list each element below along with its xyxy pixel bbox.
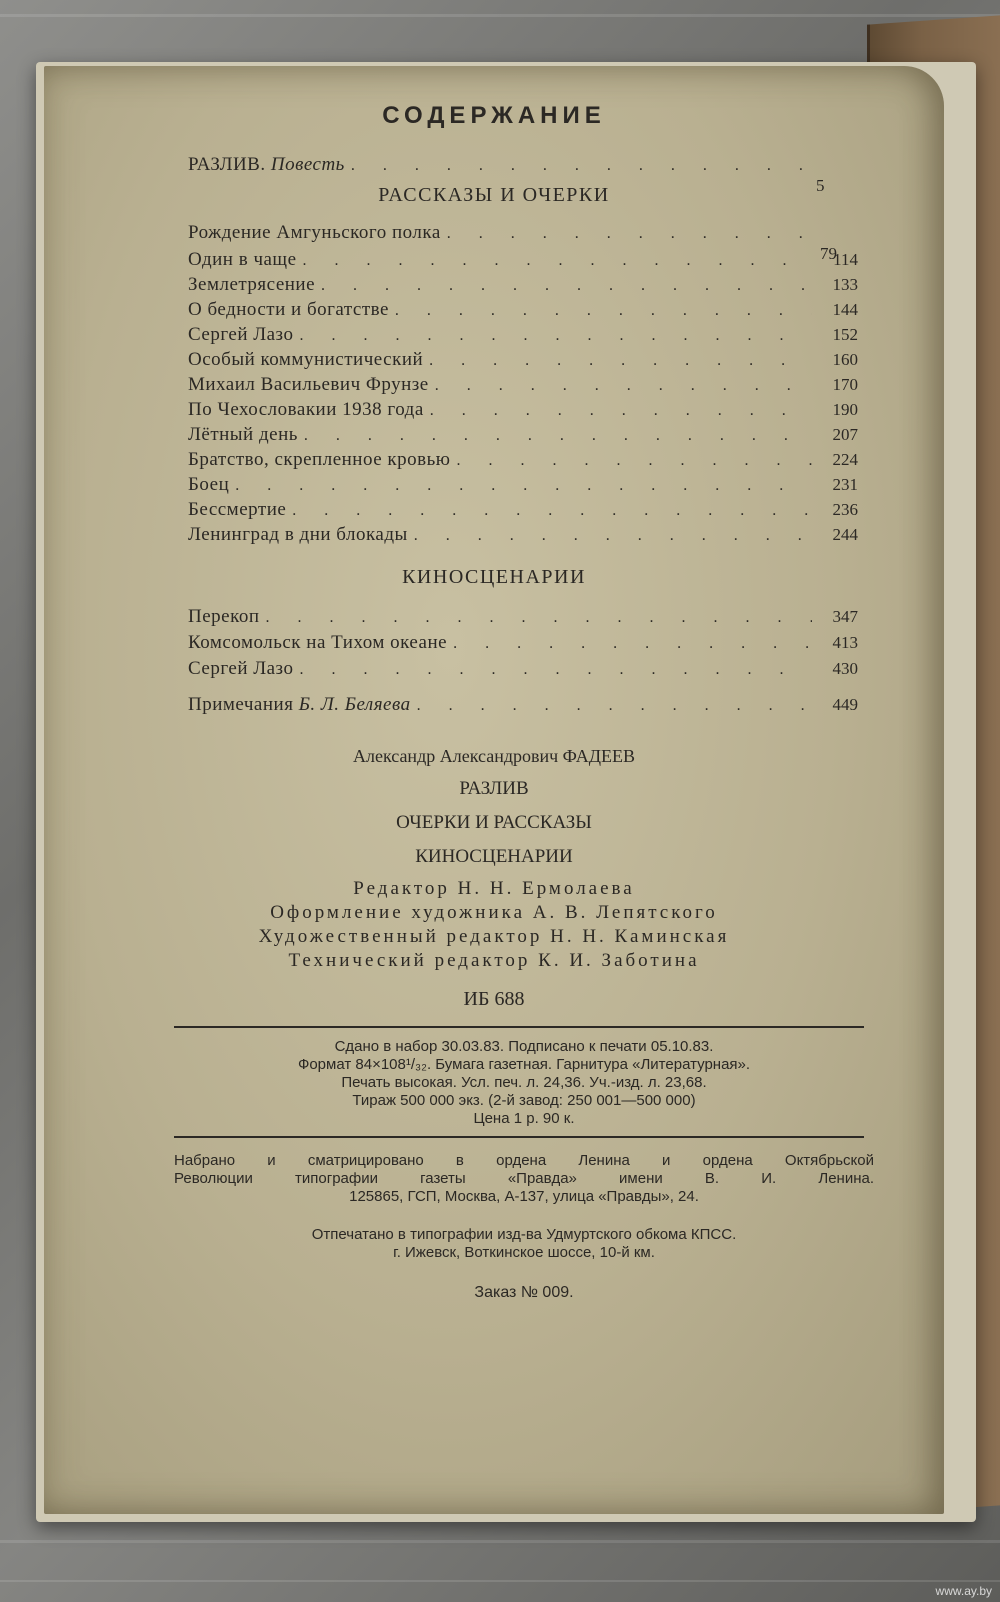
imprint-ib-number: ИБ 688 — [463, 988, 525, 1010]
leader-dots — [414, 527, 812, 545]
toc-entry-title: Особый коммунистический — [188, 349, 424, 370]
toc-entry — [188, 499, 858, 525]
divider — [174, 1026, 864, 1028]
leader-dots — [453, 635, 812, 653]
imprint-credit: Технический редактор К. И. Заботина — [288, 950, 700, 971]
toc-entry-title: Лётный день — [188, 424, 298, 445]
printer-line: г. Ижевск, Воткинское шоссе, 10-й км. — [393, 1244, 655, 1261]
toc-entry-title: Перекоп — [188, 606, 260, 627]
order-number: Заказ № 009. — [474, 1284, 574, 1301]
leader-dots — [429, 352, 812, 370]
leader-dots — [430, 402, 812, 420]
toc-entry-title: Землетрясение — [188, 274, 316, 295]
leader-dots — [435, 377, 812, 395]
toc-entry-title: О бедности и богатстве — [188, 299, 389, 320]
toc-entry — [188, 299, 858, 325]
toc-entry-lead — [188, 154, 858, 180]
toc-entry-page: 170 — [832, 375, 858, 394]
toc-entry-page: 413 — [832, 633, 858, 652]
leader-dots — [304, 427, 812, 445]
toc-entry-page: 449 — [832, 695, 858, 714]
toc-entry-page: 347 — [832, 607, 858, 626]
leader-dots — [299, 327, 812, 345]
toc-entry-page: 152 — [832, 325, 858, 344]
toc-entry-title: Примечания — [188, 694, 294, 715]
leader-dots — [266, 609, 812, 627]
toc-entry — [188, 399, 858, 425]
print-detail: Цена 1 р. 90 к. — [473, 1110, 575, 1127]
toc-entry — [188, 658, 858, 684]
toc-entry-title: Братство, скрепленное кровью — [188, 449, 451, 470]
book-page — [44, 66, 944, 1514]
divider — [174, 1136, 864, 1138]
imprint-subtitle: КИНОСЦЕНАРИИ — [415, 846, 573, 867]
toc-entry — [188, 349, 858, 375]
page-title: СОДЕРЖАНИЕ — [382, 102, 606, 129]
print-detail: Печать высокая. Усл. печ. л. 24,36. Уч.-изд. л. 23,68. — [341, 1074, 707, 1091]
toc-entry-title: Один в чаще — [188, 249, 297, 270]
toc-entry — [188, 524, 858, 550]
toc-entry-title: Бессмертие — [188, 499, 287, 520]
toc-entry-page: 144 — [832, 300, 858, 319]
toc-entry-page: 79 — [820, 244, 837, 263]
section-heading-screenplays: КИНОСЦЕНАРИИ — [402, 566, 586, 588]
imprint-credit: Редактор Н. Н. Ермолаева — [353, 878, 635, 899]
toc-entry-title: Рождение Амгуньского полка — [188, 222, 441, 243]
leader-dots — [351, 157, 812, 175]
leader-dots — [235, 477, 812, 495]
imprint-book-title: РАЗЛИВ — [459, 778, 529, 799]
imprint-author: Александр Александрович ФАДЕЕВ — [352, 746, 636, 766]
toc-entry-page: 114 — [833, 250, 858, 269]
toc-entry-title: Ленинград в дни блокады — [188, 524, 408, 545]
toc-entry — [188, 474, 858, 500]
imprint-credit: Художественный редактор Н. Н. Каминская — [258, 926, 730, 947]
leader-dots — [303, 252, 813, 270]
leader-dots — [456, 452, 812, 470]
toc-entry-page: 190 — [832, 400, 858, 419]
toc-entry — [188, 324, 858, 350]
toc-entry-page: 5 — [816, 176, 825, 195]
toc-entry — [188, 424, 858, 450]
section-heading-stories: РАССКАЗЫ И ОЧЕРКИ — [378, 184, 610, 206]
imprint-subtitle: ОЧЕРКИ И РАССКАЗЫ — [396, 812, 592, 833]
toc-entry-page: 133 — [832, 275, 858, 294]
printer-line: 125865, ГСП, Москва, А-137, улица «Правды», 24. — [349, 1188, 699, 1205]
toc-entry-title: Сергей Лазо — [188, 324, 294, 345]
leader-dots — [321, 277, 812, 295]
toc-entry-page: 430 — [832, 659, 858, 678]
toc-entry-title: По Чехословакии 1938 года — [188, 399, 424, 420]
toc-entry-notes — [188, 694, 858, 720]
toc-entry-page: 207 — [832, 425, 858, 444]
toc-entry — [188, 606, 858, 632]
toc-entry — [188, 632, 858, 658]
toc-entry-page: 224 — [832, 450, 858, 469]
print-detail: Формат 84×108¹/₃₂. Бумага газетная. Гарнитура «Литературная». — [297, 1056, 751, 1073]
toc-entry — [188, 222, 858, 248]
printer-line: Революции типографии газеты «Правда» имени В. И. Ленина. — [174, 1170, 874, 1187]
imprint-credit: Оформление художника А. В. Лепятского — [270, 902, 718, 923]
leader-dots — [292, 502, 812, 520]
toc-entry-title: Сергей Лазо — [188, 658, 294, 679]
toc-entry-subtitle: Повесть — [270, 154, 345, 175]
watermark: www.ay.by — [935, 1584, 992, 1598]
toc-entry-page: 160 — [832, 350, 858, 369]
toc-entry — [188, 449, 858, 475]
leader-dots — [447, 225, 812, 243]
toc-entry-page: 236 — [832, 500, 858, 519]
print-detail: Тираж 500 000 экз. (2-й завод: 250 001—500 000) — [352, 1092, 696, 1109]
printer-line: Набрано и сматрицировано в ордена Ленина и ордена Октябрьской — [174, 1152, 874, 1169]
leader-dots — [395, 302, 812, 320]
leader-dots — [417, 697, 812, 715]
print-detail: Сдано в набор 30.03.83. Подписано к печати 05.10.83. — [334, 1038, 714, 1055]
toc-entry-title: Михаил Васильевич Фрунзе — [188, 374, 429, 395]
leader-dots — [299, 661, 812, 679]
printer-line: Отпечатано в типографии изд-ва Удмуртского обкома КПСС. — [311, 1226, 737, 1243]
toc-entry-title: Боец — [188, 474, 230, 495]
toc-entry — [188, 249, 858, 275]
toc-entry-page: 244 — [832, 525, 858, 544]
toc-entry-title: РАЗЛИВ. — [188, 154, 266, 175]
toc-entry-title: Комсомольск на Тихом океане — [188, 632, 448, 653]
toc-entry — [188, 374, 858, 400]
toc-entry-page: 231 — [832, 475, 858, 494]
toc-entry — [188, 274, 858, 300]
toc-entry-author: Б. Л. Беляева — [298, 694, 411, 715]
